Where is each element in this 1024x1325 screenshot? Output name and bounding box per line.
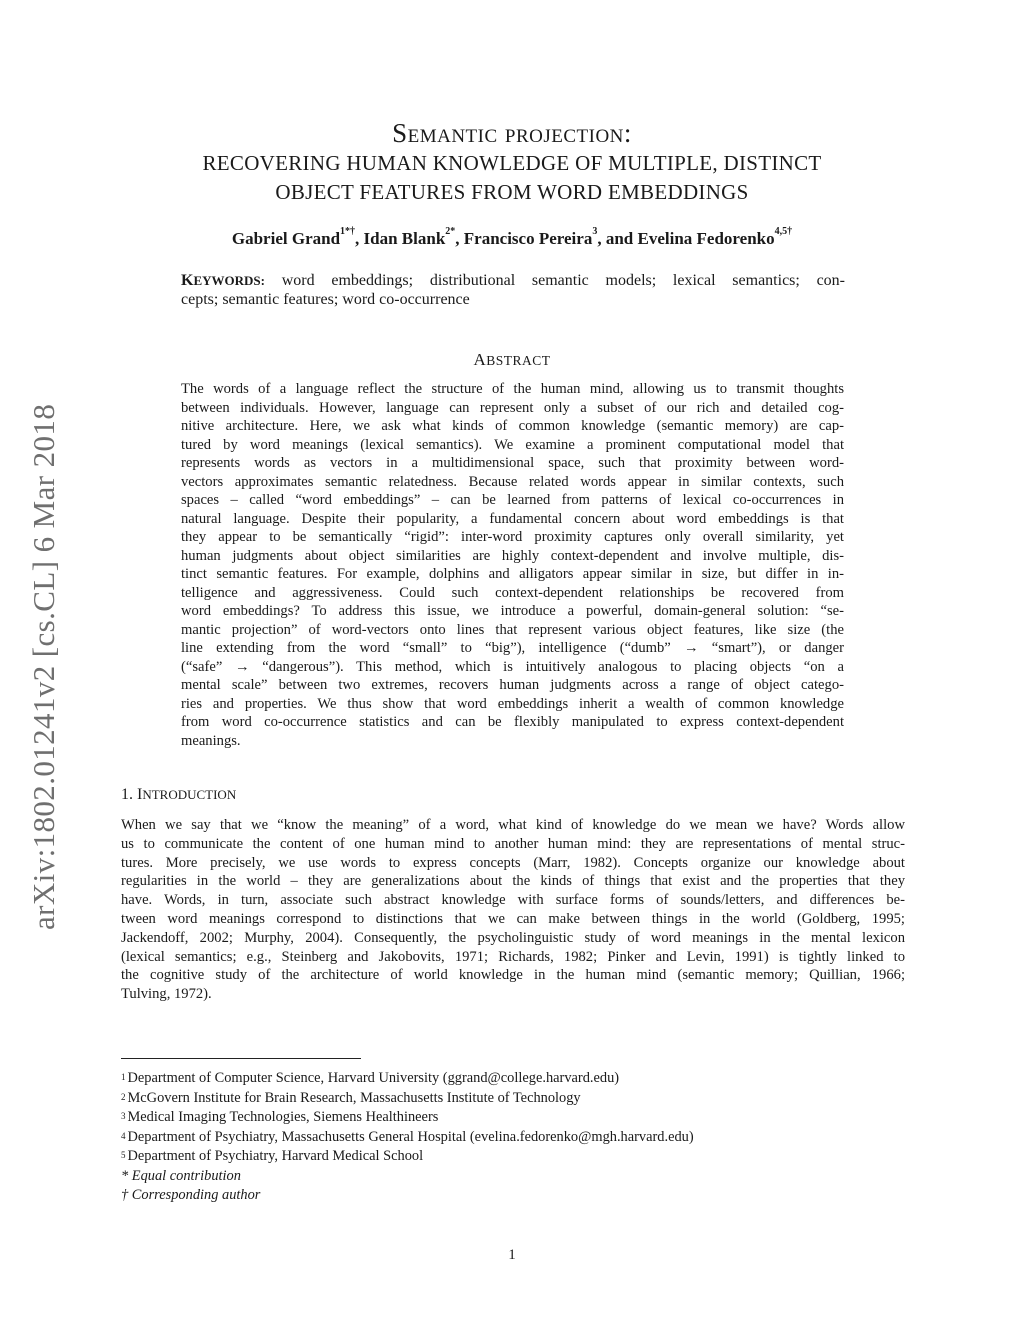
keywords-text: word embeddings; distributional semantic models; lexical semantics; con- — [281, 272, 846, 289]
abstract-line: meanings. — [181, 732, 241, 749]
abstract-heading: ABSTRACT — [473, 350, 551, 369]
abstract-line: nitive architecture. Here, we ask what kinds of common knowledge (semantic memory) are cap- — [181, 418, 844, 434]
author-name: Gabriel Grand — [231, 229, 341, 248]
abstract-line: (“safe” → “dangerous”). This method, which is intuitively analogous to placing objects “on a — [181, 658, 844, 675]
author-separator: , — [455, 229, 464, 248]
keywords-block — [181, 271, 845, 309]
keywords-line-1 — [181, 271, 845, 290]
abstract-line: ries and properties. We thus show that word embeddings inherit a wealth of common knowledge — [181, 695, 844, 712]
abstract-line: tured by word meanings (lexical semantics). We examine a prominent computational model that — [181, 436, 844, 453]
author-affiliation-mark: 3 — [592, 226, 598, 237]
footnote: $^2$ McGovern Institute for Brain Research, Massachusetts Institute of Technology — [121, 1089, 581, 1106]
abstract-line: mental scale” between two extremes, recovers human judgments across a range of object catego- — [181, 677, 844, 693]
abstract-line: vectors approximates semantic relatedness. Because related words appear in similar contexts, such — [181, 473, 844, 490]
corresponding-author-note: † Corresponding author — [121, 1187, 261, 1203]
abstract-line: tinct semantic features. For example, dolphins and alligators appear similar in size, but differ in in- — [181, 566, 844, 582]
footnote-mark: 2 — [121, 1091, 126, 1102]
introduction-line: When we say that we “know the meaning” of a word, what kind of knowledge do we mean we have? Words allow — [121, 817, 905, 833]
footnote-mark: 3 — [121, 1111, 126, 1121]
author-affiliation-mark: 1*† — [340, 226, 356, 237]
abstract-line: natural language. Despite their popularity, a fundamental concern about word embeddings is that — [181, 510, 844, 527]
introduction-line: have. Words, in turn, associate such abstract knowledge with surface forms of sounds/letters, and differences be- — [121, 892, 905, 909]
author-name: Evelina Fedorenko — [637, 229, 775, 248]
paper-title-line-2: RECOVERING HUMAN KNOWLEDGE OF MULTIPLE, DISTINCT — [202, 151, 822, 175]
introduction-line: the cognitive study of the architecture of world knowledge in the human mind (semantic memory; Quillian, 1966; — [121, 967, 905, 984]
footnote: $^3$ Medical Imaging Technologies, Siemens Healthineers — [121, 1109, 439, 1125]
footnote-divider — [121, 1058, 361, 1059]
equal-contribution-note: * Equal contribution — [121, 1167, 241, 1184]
page-number: 1 — [508, 1247, 516, 1263]
footnote: $^4$ Department of Psychiatry, Massachusetts General Hospital (evelina.fedorenko@mgh.harvard.edu) — [121, 1128, 694, 1145]
introduction-line: Jackendoff, 2002; Murphy, 2004). Consequently, the psycholinguistic study of word meanings in the mental lexicon — [121, 929, 905, 946]
abstract-line: they appear to be semantically “rigid”: inter-word proximity captures only overall similarity, yet — [181, 529, 844, 545]
author-separator: , — [355, 229, 364, 248]
section-heading-introduction: 1. INTRODUCTION — [121, 786, 237, 803]
abstract-line: between individuals. However, language can represent only a subset of our rich and detailed cog- — [181, 399, 844, 416]
footnote-mark: 5 — [121, 1150, 126, 1160]
abstract-line: from word co-occurrence statistics and can be flexibly manipulated to express context-dependent — [181, 714, 844, 730]
introduction-line: Tulving, 1972). — [121, 986, 212, 1003]
abstract-line: human judgments about object similarities are highly context-dependent and involve multiple, dis- — [181, 547, 844, 564]
arxiv-identifier-stamp: arXiv:1802.01241v2 [cs.CL] 6 Mar 2018 — [26, 403, 61, 930]
footnote: $^5$ Department of Psychiatry, Harvard Medical School — [121, 1148, 424, 1164]
introduction-line: tures. More precisely, we use words to express concepts (Marr, 1982). Concepts organize our knowledge about — [121, 854, 905, 871]
abstract-line: telligence and aggressiveness. Could such context-dependent relationships be recovered from — [181, 584, 844, 601]
abstract-line: spaces – called “word embeddings” – can be learned from patterns of lexical co-occurrences in — [181, 492, 844, 508]
footnote-mark: 1 — [121, 1072, 126, 1082]
author-affiliation-mark: 4,5† — [774, 226, 793, 237]
keywords-line-2: cepts; semantic features; word co-occurrence — [181, 291, 470, 308]
abstract-line: mantic projection” of word-vectors onto lines that represent various object features, like size (the — [181, 621, 844, 638]
author-name: Francisco Pereira — [463, 229, 593, 248]
footnote-mark: 4 — [121, 1130, 126, 1141]
abstract-line: word embeddings? To address this issue, we introduce a powerful, domain-general solution: “se- — [181, 603, 844, 619]
author-affiliation-mark: 2* — [445, 226, 456, 237]
abstract-line: represents words as vectors in a multidimensional space, such that proximity between word- — [181, 455, 844, 471]
abstract-line: The words of a language reflect the structure of the human mind, allowing us to transmit thoughts — [181, 381, 844, 397]
author-list — [0, 226, 1024, 249]
introduction-line: (lexical semantics; e.g., Steinberg and Jakobovits, 1971; Richards, 1982; Pinker and Levin, 1991) is tightly linked to — [121, 948, 905, 965]
author-separator: , and — [597, 229, 638, 248]
keywords-label: KEYWORDS: — [181, 272, 265, 289]
introduction-line: us to communicate the content of one human mind to another human mind: they are representations of mental struc- — [121, 835, 905, 852]
abstract-line: line extending from the word “small” to “big”), intelligence (“dumb” → “smart”), or danger — [181, 640, 844, 656]
paper-title-line-3: OBJECT FEATURES FROM WORD EMBEDDINGS — [275, 180, 749, 204]
footnote: $^1$ Department of Computer Science, Harvard University (ggrand@college.harvard.edu) — [121, 1070, 620, 1086]
author-name: Idan Blank — [363, 229, 446, 248]
introduction-line: tween word meanings correspond to distinctions that we can make between things in the world (Goldberg, 1995; — [121, 911, 905, 927]
introduction-line: regularities in the world – they are generalizations about the kinds of things that exist and the properties that they — [121, 873, 905, 890]
paper-title-line-1: Semantic projection: — [392, 118, 632, 148]
